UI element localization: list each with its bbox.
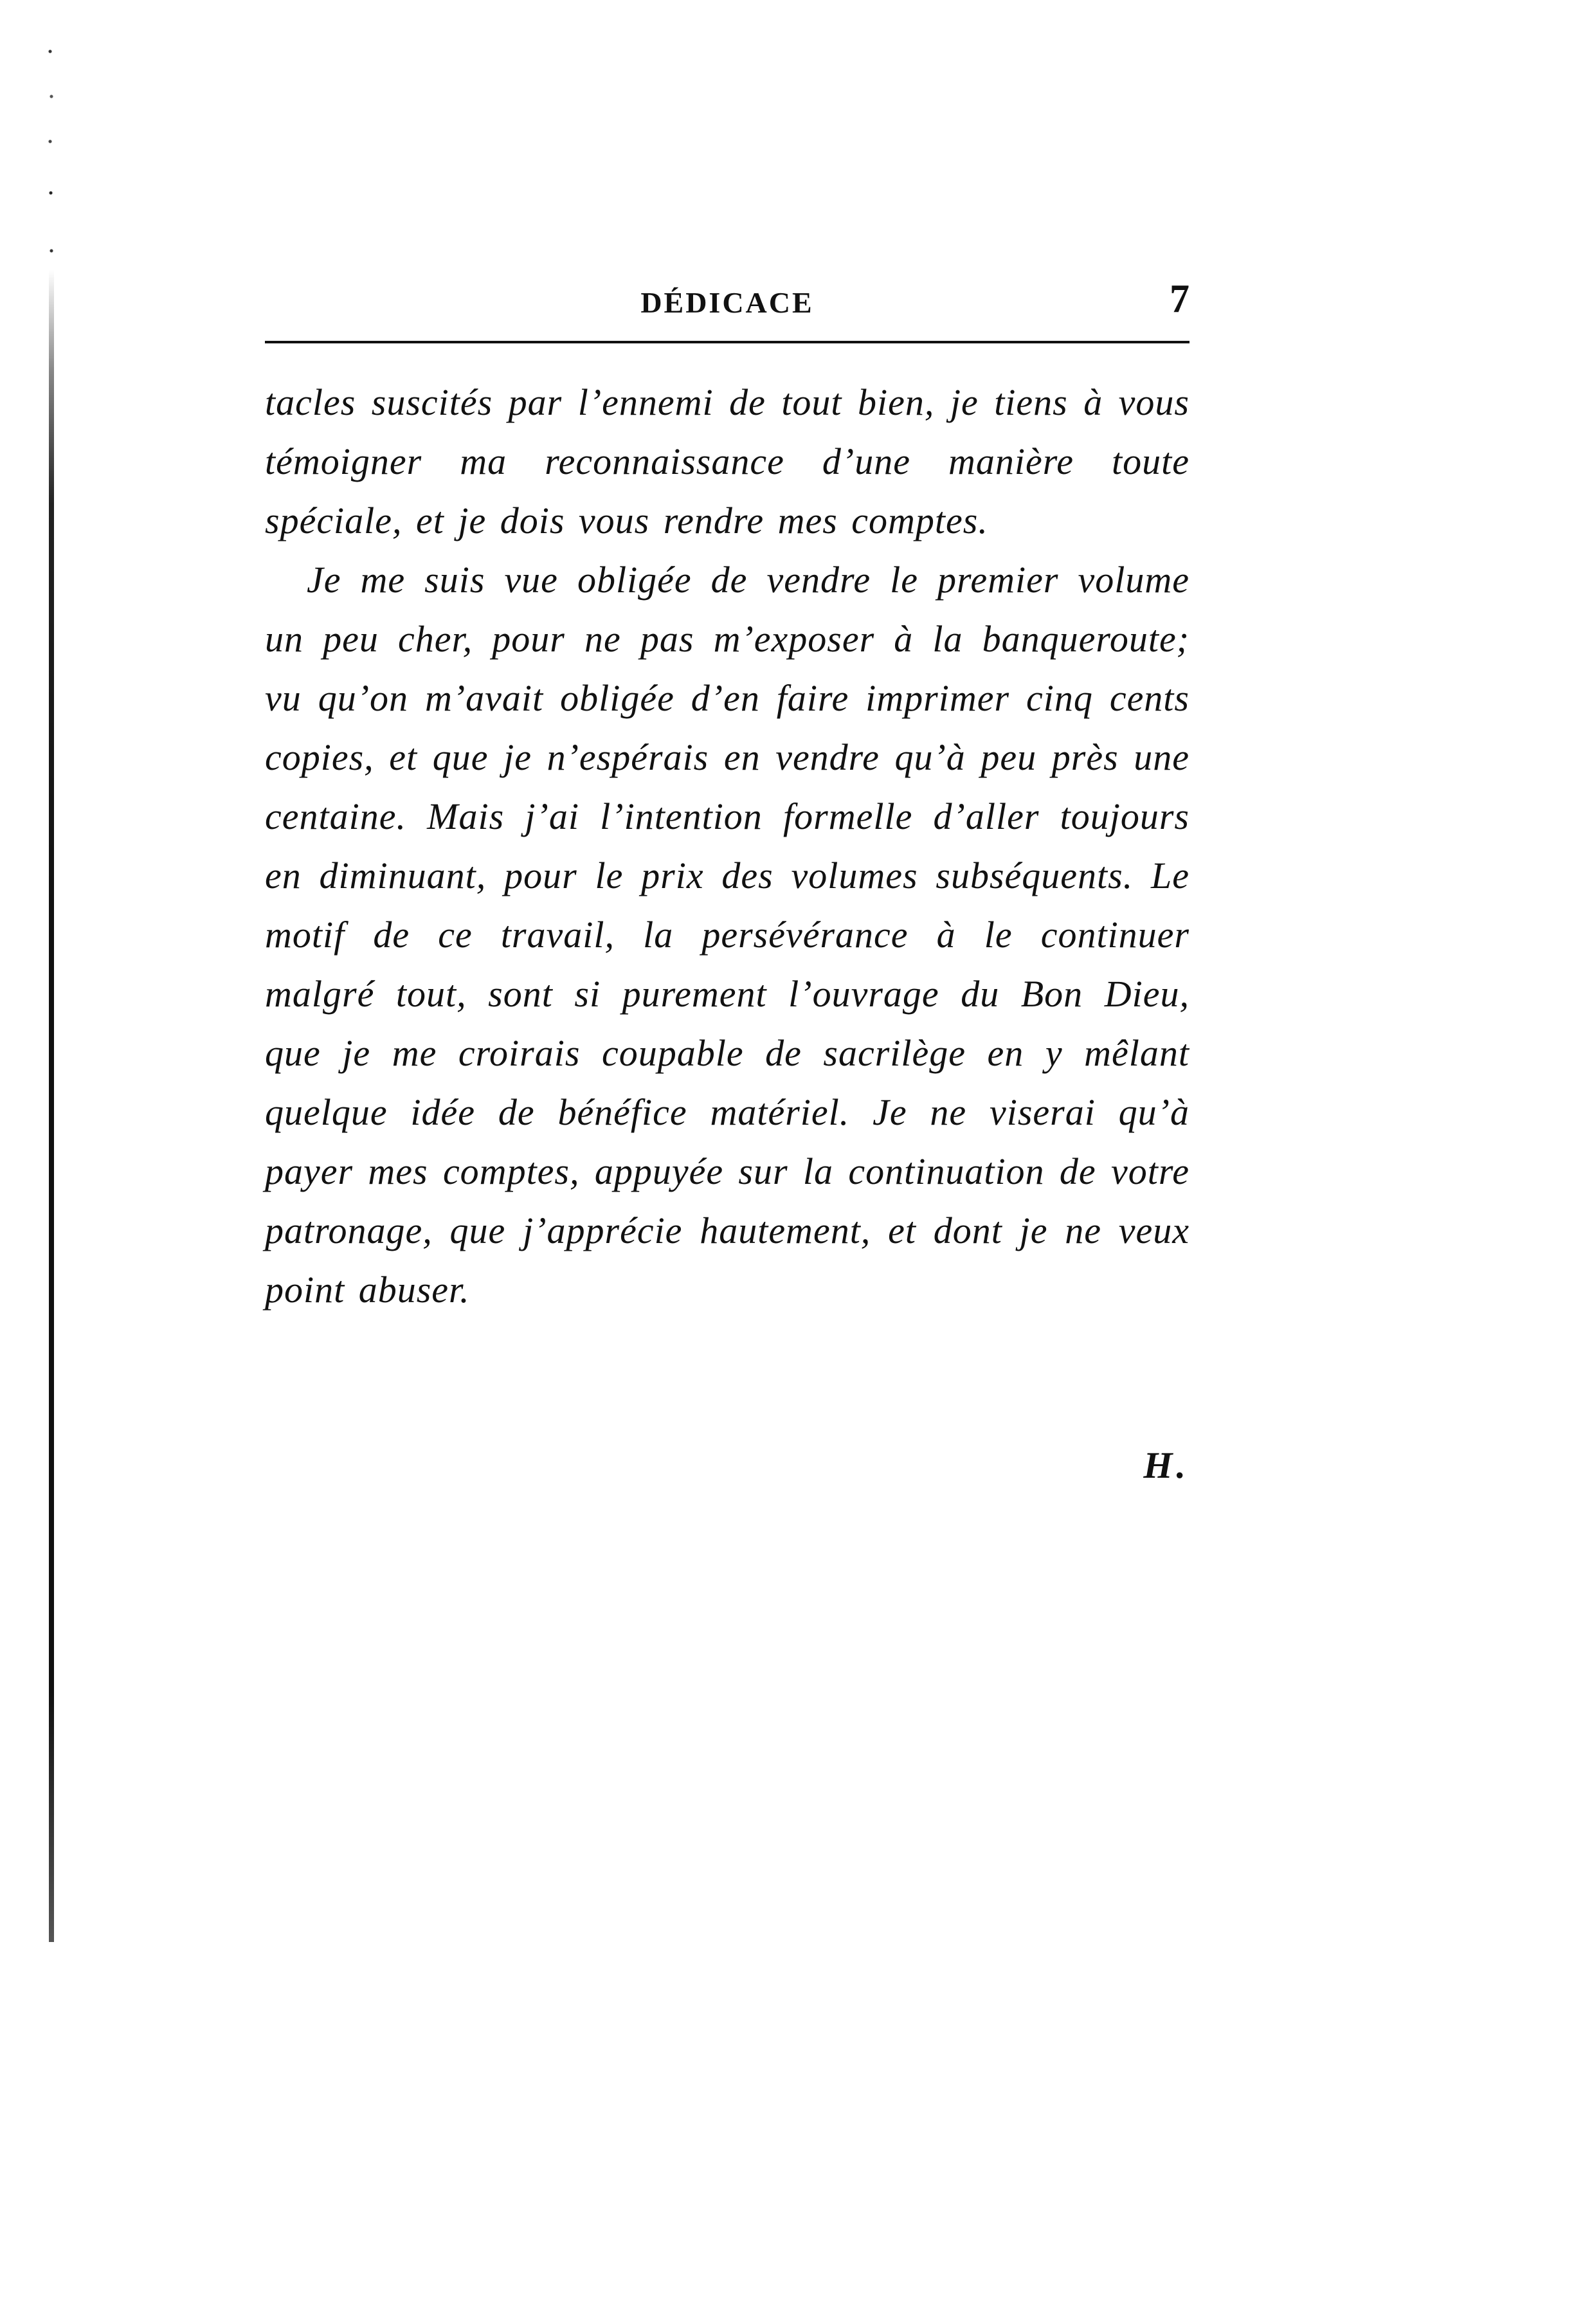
- body-text: [265, 373, 1190, 1320]
- running-head-title: DÉDICACE: [640, 286, 814, 319]
- page-number: 7: [1170, 277, 1190, 321]
- signature: H.: [1143, 1444, 1190, 1486]
- scan-margin-specks: [45, 39, 58, 270]
- header-rule: [265, 341, 1190, 343]
- scan-binding-edge: [49, 270, 54, 1942]
- running-head: [265, 277, 1190, 334]
- paragraph-main: Je me suis vue obligée de vendre le premier volume un peu cher, pour ne pas m’exposer à la banqueroute; vu qu’on m’avait obligée d’en faire imprimer cinq cents copies, et que je n’espérais en vendre qu’à peu près une centaine. Mais j’ai l’intention formelle d’aller toujours en diminuant, pour le prix des volumes subséquents. Le motif de ce travail, la persévérance à le continuer malgré tout, sont si purement l’ouvrage du Bon Dieu, que je me croirais coupable de sacrilège en y mêlant quelque idée de bénéfice matériel. Je ne viserai qu’à payer mes comptes, appuyée sur la continuation de votre patronage, que j’apprécie hautement, et dont je ne veux point abuser.: [265, 559, 1190, 1311]
- paragraph-continuation: tacles suscités par l’ennemi de tout bien, je tiens à vous témoigner ma reconnaissance d’une manière toute spéciale, et je dois vous rendre mes comptes.: [265, 381, 1190, 541]
